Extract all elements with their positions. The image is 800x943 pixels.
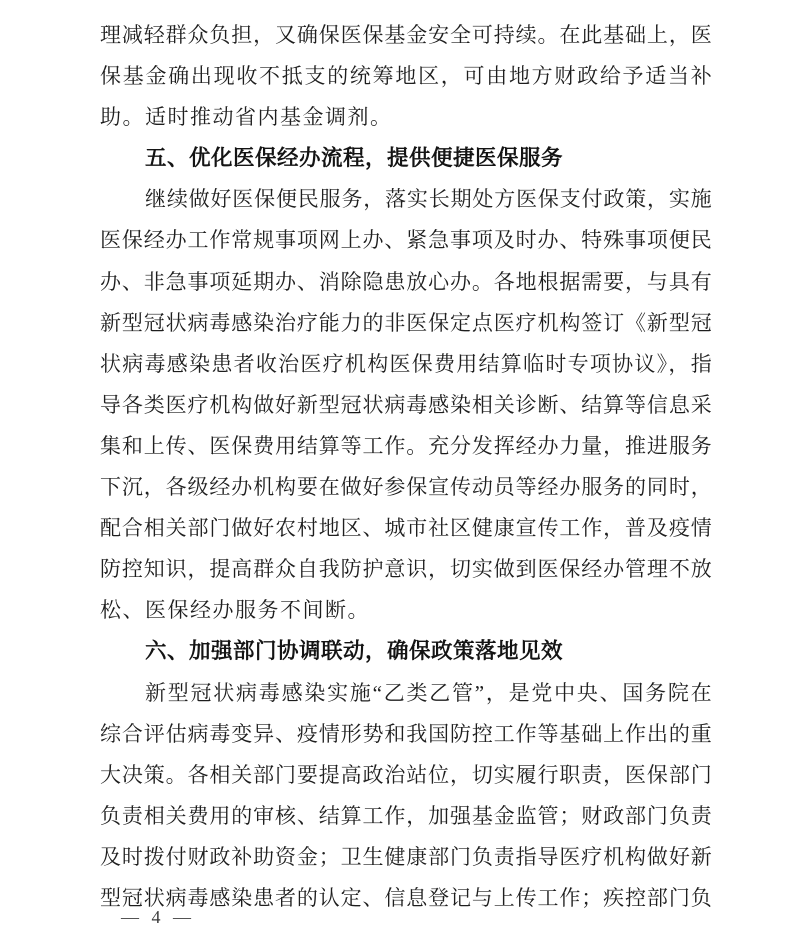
- text-line: 导各类医疗机构做好新型冠状病毒感染相关诊断、结算等信息采: [100, 392, 712, 417]
- text-line: 型冠状病毒感染患者的认定、信息登记与上传工作；疾控部门负: [100, 885, 712, 910]
- text-line: 配合相关部门做好农村地区、城市社区健康宣传工作，普及疫情: [100, 516, 712, 541]
- section-heading: 五、优化医保经办流程，提供便捷医保服务: [145, 146, 564, 171]
- text-line: 集和上传、医保费用结算等工作。充分发挥经办力量，推进服务: [100, 433, 712, 458]
- text-line: 新型冠状病毒感染治疗能力的非医保定点医疗机构签订《新型冠: [100, 310, 712, 335]
- page-number: — 4 —: [121, 907, 191, 927]
- text-line: 综合评估病毒变异、疫情形势和我国防控工作等基础上作出的重: [100, 721, 712, 746]
- text-line: 负责相关费用的审核、结算工作，加强基金监管；财政部门负责: [100, 803, 712, 828]
- document-body: [100, 15, 712, 919]
- text-line: 松、医保经办服务不间断。: [100, 598, 370, 623]
- text-line: 及时拨付财政补助资金；卫生健康部门负责指导医疗机构做好新: [100, 844, 712, 869]
- text-line: 保基金确出现收不抵支的统筹地区，可由地方财政给予适当补: [100, 64, 712, 89]
- text-line: 大决策。各相关部门要提高政治站位，切实履行职责，医保部门: [100, 762, 712, 787]
- text-line: 医保经办工作常规事项网上办、紧急事项及时办、特殊事项便民: [100, 228, 712, 253]
- text-line: 理减轻群众负担，又确保医保基金安全可持续。在此基础上，医: [100, 23, 712, 47]
- text-line: 继续做好医保便民服务，落实长期处方医保支付政策，实施: [145, 187, 712, 212]
- text-line: 防控知识，提高群众自我防护意识，切实做到医保经办管理不放: [100, 557, 712, 582]
- text-line: 办、非急事项延期办、消除隐患放心办。各地根据需要，与具有: [100, 269, 712, 294]
- text-line: 新型冠状病毒感染实施“乙类乙管”，是党中央、国务院在: [145, 680, 712, 705]
- text-line: 下沉，各级经办机构要在做好参保宣传动员等经办服务的同时，: [100, 475, 712, 500]
- text-line: 助。适时推动省内基金调剂。: [100, 105, 393, 130]
- text-line: 状病毒感染患者收治医疗机构医保费用结算临时专项协议》，指: [100, 351, 712, 376]
- section-heading: 六、加强部门协调联动，确保政策落地见效: [145, 639, 564, 664]
